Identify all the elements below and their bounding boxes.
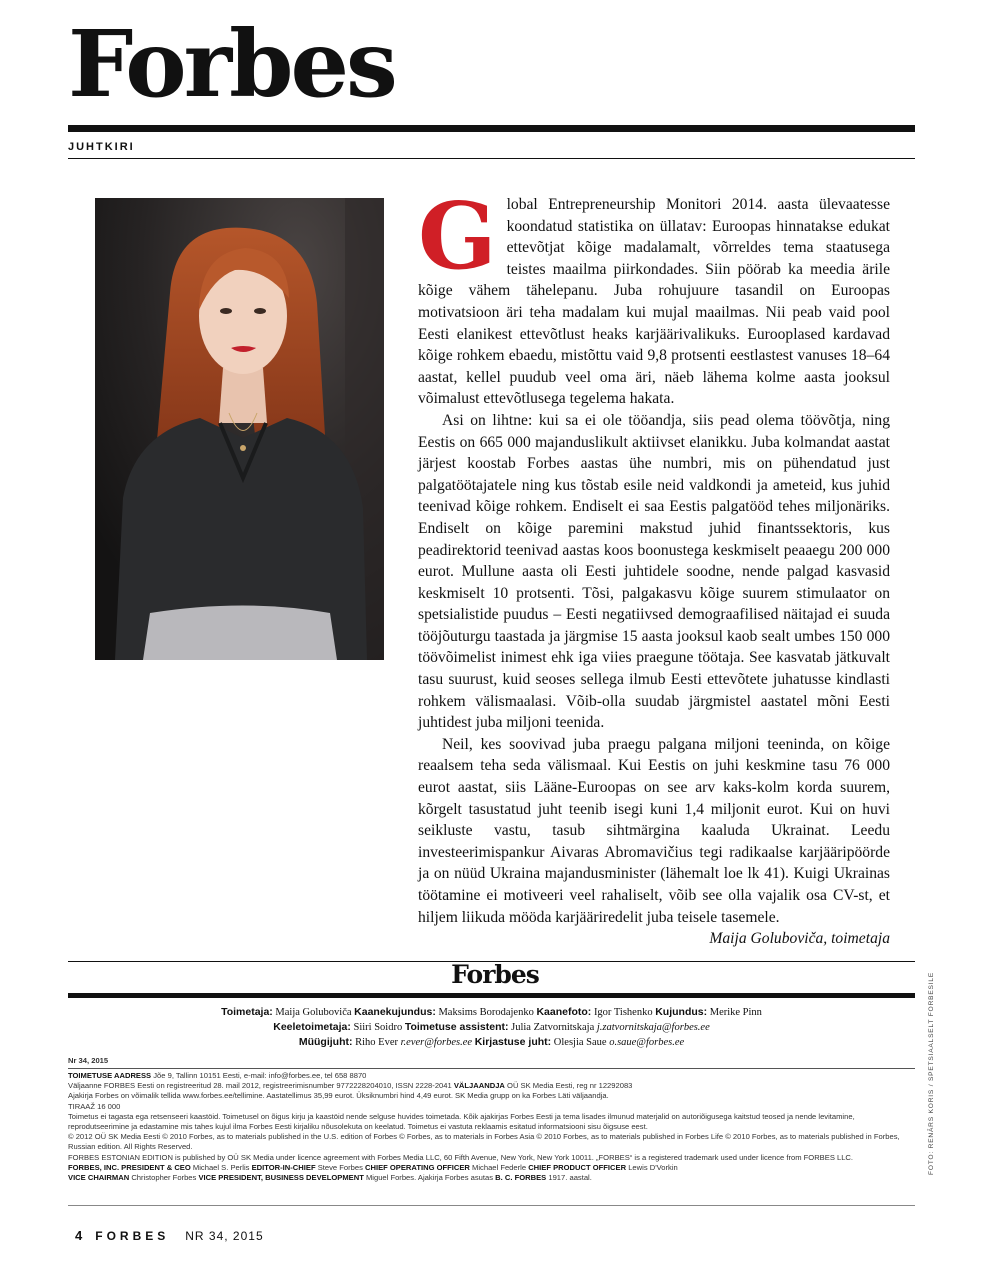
role-person: Michael Federle <box>472 1162 527 1172</box>
credit-email: o.saue@forbes.ee <box>609 1037 685 1048</box>
section-rule <box>68 158 915 159</box>
footer-thick-rule <box>68 993 915 998</box>
role-label: EDITOR-IN-CHIEF <box>251 1162 316 1172</box>
license-text: FORBES ESTONIAN EDITION is published by OÜ SK Media under licence agreement with Forbes Media LLC, 60 Fifth Avenue, New York, New York 10011. „FORBES“ is a registered trademark used under licence from FORBES LLC. <box>68 1152 854 1162</box>
credit-email: j.zatvornitskaja@forbes.ee <box>596 1022 710 1033</box>
credit-value: Maksims Borodajenko <box>438 1007 534 1018</box>
credit-value: Merike Pinn <box>709 1007 762 1018</box>
role-person: Lewis D'Vorkin <box>628 1162 678 1172</box>
credit-label: Keeletoimetaja: <box>273 1021 351 1033</box>
credit-value: Siiri Soidro <box>353 1022 403 1033</box>
credit-email: r.ever@forbes.ee <box>400 1037 473 1048</box>
subscribe-text: Ajakirja Forbes on võimalik tellida www.forbes.ee/tellimine. Aastatellimus 35,99 eurot. Üksiknumbri hind 4,49 eurot. SK Media grupp on ka Forbes Läti väljaandja. <box>68 1091 609 1101</box>
page-footer-rule <box>68 1205 915 1206</box>
credit-value: Riho Ever <box>355 1037 398 1048</box>
editor-portrait-photo <box>95 198 384 660</box>
role-person: Christopher Forbes <box>131 1173 197 1183</box>
role-label: VICE PRESIDENT, BUSINESS DEVELOPMENT <box>198 1173 364 1183</box>
footer-brand: FORBES <box>95 1229 170 1243</box>
publisher-text: OÜ SK Media Eesti, reg nr 12292083 <box>507 1081 633 1091</box>
page-number: 4 <box>75 1228 84 1243</box>
founder-name: B. C. FORBES <box>495 1173 547 1183</box>
role-person: Michael S. Perlis <box>192 1162 250 1172</box>
credit-label: Müügijuht: <box>298 1036 353 1048</box>
article-paragraph-1: lobal Entrepreneurship Monitori 2014. aasta ülevaatesse koondatud statistika on üllatav: Euroopas hinnatakse edukat ettevõtjat kõige madalamalt, võrreldes tema staatusega teistes maailma piirkondades. Siin pöörab ka meedia ärile kõige vähem tähelepanu. Juba rohujuure tasandil on Euroopas motivatsioon äri teha madalam kui mujal maailmas. Nii peab vaid pool Eesti elanikest ettevõtlust heaks karjäärivalikuks. Eurooplased kardavad kõige rohkem ebaedu, mistõttu vaid 9,8 protsenti eestlastest vanuses 18–64 aastat, kellel puudub veel oma äri, näeb lähema kolme aasta jooksul võimalust ettevõtlusega tegelema hakata. <box>418 196 890 408</box>
credit-label: Kirjastuse juht: <box>474 1036 552 1048</box>
credit-value: Maija Goluboviča <box>275 1007 352 1018</box>
address-text: Jõe 9, Tallinn 10151 Eesti, e-mail: info@forbes.ee, tel 658 8870 <box>153 1071 367 1080</box>
credit-value: Julia Zatvornitskaja <box>511 1022 595 1033</box>
credit-label: Toimetaja: <box>221 1006 273 1018</box>
page-footer <box>75 1228 264 1243</box>
publisher-label: VÄLJAANDJA <box>453 1081 505 1091</box>
section-label: JUHTKIRI <box>68 141 135 153</box>
founded-year: 1917. aastal. <box>548 1173 592 1183</box>
issue-number: Nr 34, 2015 <box>68 1056 109 1065</box>
article-paragraph-3: Neil, kes soovivad juba praegu palgana miljoni teeninda, on kõige reaalsem teha seda välismaal. Kui Eestis on juhi keskmine tasu 76 000 eurot aastat, siis Lääne-Euroopas on see arv kaks-kolm korda suurem, kõrgelt tasustatud juht teenib isegi kuni 1,4 miljonit eurot. Kui on huvi seikluste vastu, tasub sihtmärgina kaaluda Ukrainat. Leedu investeerimispankur Aivaras Abromavičius tegi radikaalse karjääripöörde ja on nüüd Ukraina majandusminister (lähemalt loe lk 41). Kuigi Ukrainas töötamine ei motiveeri veel rahaliselt, võib see olla vajalik osa CV-st, et hiljem liikuda mööda karjääriredelit juba teisele tasemele. <box>418 735 890 926</box>
footer-forbes-logo: Forbes <box>451 960 539 989</box>
role-person: Steve Forbes <box>317 1162 363 1172</box>
circulation-text: TIRAAŽ 16 000 <box>68 1101 121 1111</box>
credit-label: Kujundus: <box>655 1006 708 1018</box>
credits-line-3 <box>68 1036 915 1048</box>
footer-issue: NR 34, 2015 <box>185 1229 264 1243</box>
role-person: Miguel Forbes. <box>365 1173 417 1183</box>
imprint-rule <box>68 1068 915 1069</box>
copyright-text: © 2012 OÜ SK Media Eesti © 2010 Forbes, as to materials published in the U.S. edition of Forbes © Forbes, as to materials in Forbes Asia © 2010 Forbes, as to materials published in Forbes Life © 2010 Forbes, as to materials published in Forbes, Russian edition. All Rights Reserved. <box>68 1132 900 1152</box>
drop-cap: G <box>418 182 497 290</box>
people-line-1 <box>68 1163 915 1173</box>
founded-prefix: Ajakirja Forbes asutas <box>417 1173 494 1183</box>
editorial-article <box>418 182 890 950</box>
role-label: FORBES, INC. PRESIDENT & CEO <box>68 1162 191 1172</box>
credit-label: Kaanefoto: <box>536 1006 592 1018</box>
people-line-2 <box>68 1173 915 1183</box>
masthead-rule <box>68 125 915 132</box>
role-label: CHIEF PRODUCT OFFICER <box>528 1162 627 1172</box>
forbes-logo: Forbes <box>68 10 395 118</box>
credits-line-1 <box>68 1006 915 1018</box>
credit-value: Olesjia Saue <box>553 1037 607 1048</box>
role-label: VICE CHAIRMAN <box>68 1173 130 1183</box>
credits-line-2 <box>68 1021 915 1033</box>
address-label: TOIMETUSE AADRESS <box>68 1071 152 1080</box>
credit-label: Kaanekujundus: <box>354 1006 436 1018</box>
credit-value: Igor Tishenko <box>593 1007 653 1018</box>
registry-text: Väljaanne FORBES Eesti on registreeritud 28. mail 2012, registreerimisnumber 9772228204010, ISSN 2228-2041 <box>68 1081 452 1091</box>
imprint-block <box>68 1071 915 1183</box>
article-paragraph-2: Asi on lihtne: kui sa ei ole tööandja, siis pead olema töövõtja, ning Eestis on 665 000 majanduslikult aktiivset elanikku. Juba kolmandat aastat järjest koostab Forbes aastas ühe numbri, mis on pühendatud just palgatöötajatele ning kus tõstab esile neid valdkondi ja ameteid, kus juhid teenivad kõige rohkem. Endiselt ei saa Eestis palgatööd tehes miljonäriks. Endiselt on kõige paremini makstud juhid finantssektoris, kus peadirektorid teenivad aastas koos boonustega keskmiselt peaaegu 200 000 eurot. Mullune aasta oli Eesti juhtidele soodne, nende palgad kasvasid keskmiselt 10 protsenti. Tõsi, palgakasvu kõige suurem stimulaator on spetsialistide puudus – Eesti negatiivsed demograafilised näitajad ei suuda tööjõuturgu taastada ja järgmise 15 aasta jooksul kaob sealt umbes 150 000 töövõimelist inimest ehk iga viies praegune töötaja. See kasvatab jätkuvalt tasu suurust, kuid seoses sellega ilmub Eesti ettevõtete juhatusse kindlasti rohkem välismaalasi. Võib-olla suudab järgmistel aastatel mõni Eesti juhtidest juba miljoni teenida. <box>418 411 890 732</box>
photo-credit: FOTO: RENĀRS KORIS / SPETSIAALSELT FORBESILE <box>928 971 935 1175</box>
role-label: CHIEF OPERATING OFFICER <box>365 1162 470 1172</box>
disclaimer-text: Toimetus ei tagasta ega retsenseeri kaastöid. Toimetusel on õigus kirju ja kaastöid nende selguse huvides toimetada. Kõik ajakirjas Forbes Eesti ja tema lisades ilmunud materjalid on autoriõigusega kaitstud teosed ja nende levitamine, reprodutseerimine ja edastamine mis tahes kujul ilma Forbes Eesti kirjaliku nõusolekuta on keelatud. Toimetus ei vastuta reklaamis esitatud informatsiooni sisu õigsuse eest. <box>68 1111 855 1132</box>
credit-label: Toimetuse assistent: <box>404 1021 509 1033</box>
article-signature: Maija Goluboviča, toimetaja <box>709 930 890 948</box>
